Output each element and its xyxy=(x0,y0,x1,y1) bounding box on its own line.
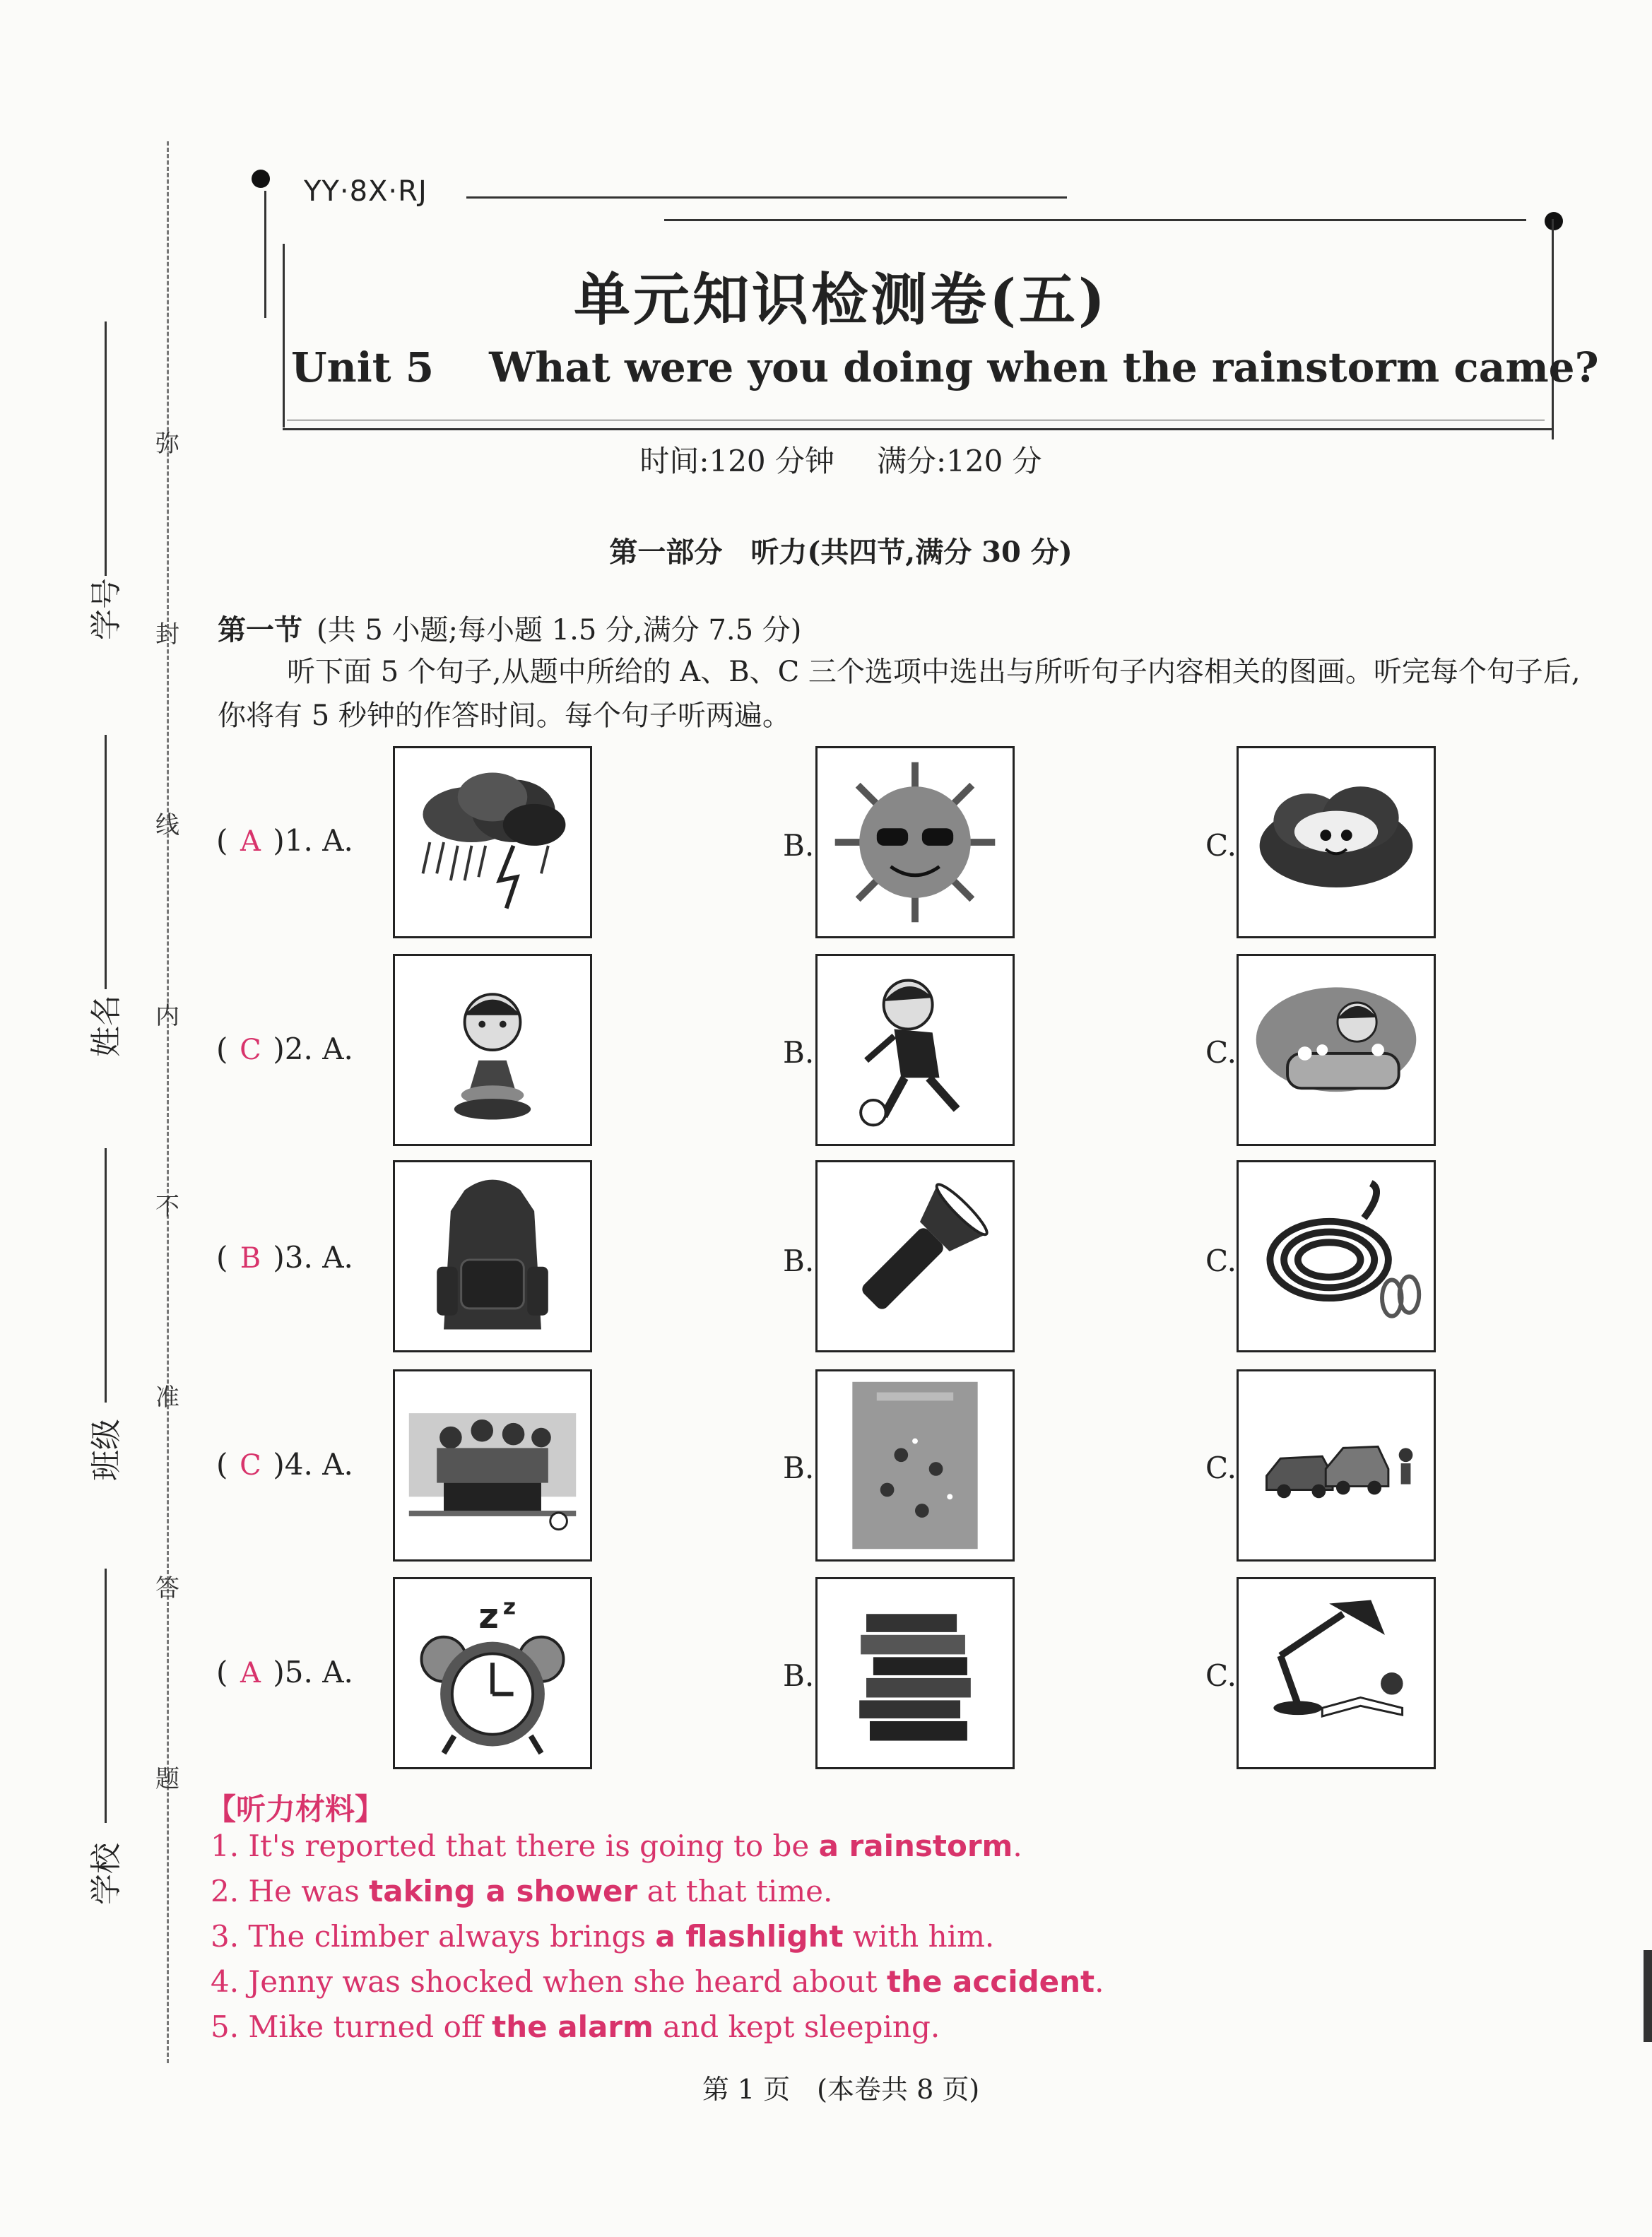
seal-char: 准 xyxy=(155,1383,179,1412)
rain-cloud-icon xyxy=(395,748,590,936)
seal-char: 内 xyxy=(155,1002,179,1030)
boy-football-icon xyxy=(818,956,1013,1144)
answer-4[interactable]: C xyxy=(240,1449,261,1482)
option-4a[interactable] xyxy=(393,1369,592,1562)
header-box-bottom xyxy=(283,428,1553,430)
question-2: ( C )2. A. xyxy=(216,1032,353,1066)
svg-text:z: z xyxy=(478,1595,499,1636)
field-label-school: 学校 xyxy=(88,1843,124,1905)
material-line-2: 2. He was taking a shower at that time. xyxy=(211,1874,833,1908)
field-line-student-id[interactable] xyxy=(105,321,107,576)
option-1b[interactable] xyxy=(815,746,1015,938)
car-accident-icon xyxy=(1239,1371,1434,1559)
header-dot-right xyxy=(1545,212,1563,230)
option-1a[interactable] xyxy=(393,746,592,938)
option-label-3b: B. xyxy=(783,1244,815,1278)
option-label-2c: C. xyxy=(1205,1035,1237,1070)
seal-char: 题 xyxy=(155,1765,179,1793)
part-title: 第一部分 听力(共四节,满分 30 分) xyxy=(609,536,1073,569)
flashlight-icon xyxy=(818,1162,1013,1350)
paper-code: YY·8X·RJ xyxy=(304,175,427,208)
question-3: ( B )3. A. xyxy=(216,1240,353,1275)
field-label-name: 姓名 xyxy=(88,995,124,1057)
material-title: 【听力材料】 xyxy=(206,1792,385,1826)
exam-meta xyxy=(283,438,1399,480)
material-line-3: 3. The climber always brings a flashlight with him. xyxy=(211,1919,995,1954)
desk-lamp-icon xyxy=(1239,1579,1434,1767)
field-line-class[interactable] xyxy=(105,1148,107,1403)
option-4c[interactable] xyxy=(1237,1369,1436,1562)
backpack-icon xyxy=(395,1162,590,1350)
time-label: 时间:120 分钟 xyxy=(639,444,834,478)
unit-title xyxy=(291,343,1599,391)
field-line-school[interactable] xyxy=(105,1569,107,1823)
seal-char: 答 xyxy=(155,1574,179,1603)
header-dot-left xyxy=(252,170,270,188)
option-3c[interactable] xyxy=(1237,1160,1436,1352)
answer-2[interactable]: C xyxy=(240,1034,261,1066)
option-label-5b: B. xyxy=(783,1658,815,1693)
boy-eating-icon xyxy=(395,956,590,1144)
unit-question: What were you doing when the rainstorm came? xyxy=(489,343,1599,391)
field-line-name[interactable] xyxy=(105,735,107,989)
option-2b[interactable] xyxy=(815,954,1015,1146)
section-note: (共 5 小题;每小题 1.5 分,满分 7.5 分) xyxy=(317,614,802,647)
boy-bath-icon xyxy=(1239,956,1434,1144)
option-2a[interactable] xyxy=(393,954,592,1146)
answer-3[interactable]: B xyxy=(240,1242,261,1275)
watching-tv-icon xyxy=(395,1371,590,1559)
option-4b[interactable] xyxy=(815,1369,1015,1562)
field-label-student-id: 学号 xyxy=(88,578,124,640)
material-line-4: 4. Jenny was shocked when she heard about the accident. xyxy=(211,1964,1104,1999)
seal-char: 线 xyxy=(155,811,179,839)
rope-icon xyxy=(1239,1162,1434,1350)
option-label-2b: B. xyxy=(783,1035,815,1070)
sun-sunglasses-icon xyxy=(818,748,1013,936)
question-4: ( C )4. A. xyxy=(216,1447,353,1482)
page-title: 单元知识检测卷(五) xyxy=(574,266,1108,333)
field-label-class: 班级 xyxy=(88,1419,124,1481)
option-label-3c: C. xyxy=(1205,1244,1237,1278)
option-2c[interactable] xyxy=(1237,954,1436,1146)
answer-5[interactable]: A xyxy=(240,1657,261,1689)
question-5: ( A )5. A. xyxy=(216,1655,353,1689)
section-title: 第一节 xyxy=(218,613,302,647)
seal-char: 封 xyxy=(155,620,179,649)
seal-char: 弥 xyxy=(155,430,179,458)
section-instruction: 听下面 5 个句子,从题中所给的 A、B、C 三个选项中选出与所听句子内容相关的图画。听完每个句子后,你将有 5 秒钟的作答时间。每个句子听两遍。 xyxy=(218,656,1581,732)
header-rule-left xyxy=(264,191,266,318)
unit-number: Unit 5 xyxy=(291,343,435,391)
option-3a[interactable] xyxy=(393,1160,592,1352)
option-label-1b: B. xyxy=(783,828,815,863)
option-label-5c: C. xyxy=(1205,1658,1237,1693)
section-heading xyxy=(218,608,801,648)
option-5c[interactable] xyxy=(1237,1577,1436,1769)
option-1c[interactable] xyxy=(1237,746,1436,938)
option-label-4c: C. xyxy=(1205,1451,1237,1485)
material-line-1: 1. It's reported that there is going to be a rainstorm. xyxy=(211,1829,1022,1863)
smiling-cloud-icon xyxy=(1239,748,1434,936)
poster-icon xyxy=(818,1371,1013,1559)
svg-text:z: z xyxy=(502,1594,517,1620)
page-footer: 第 1 页 (本卷共 8 页) xyxy=(702,2074,980,2105)
books-icon xyxy=(818,1579,1013,1767)
header-box-right xyxy=(1552,219,1554,439)
page-edge-mark xyxy=(1644,1950,1652,2042)
option-label-4b: B. xyxy=(783,1451,815,1485)
option-5b[interactable] xyxy=(815,1577,1015,1769)
material-line-5: 5. Mike turned off the alarm and kept sleeping. xyxy=(211,2009,940,2044)
header-rule-top xyxy=(466,196,1067,199)
score-label: 满分:120 分 xyxy=(877,444,1042,478)
header-rule-right-top xyxy=(664,219,1526,221)
alarm-clock-icon xyxy=(395,1579,590,1767)
option-5a[interactable] xyxy=(393,1577,592,1769)
option-3b[interactable] xyxy=(815,1160,1015,1352)
seal-char: 不 xyxy=(155,1193,179,1221)
question-1: ( A )1. A. xyxy=(216,823,353,858)
option-label-1c: C. xyxy=(1205,828,1237,863)
answer-1[interactable]: A xyxy=(240,825,261,858)
